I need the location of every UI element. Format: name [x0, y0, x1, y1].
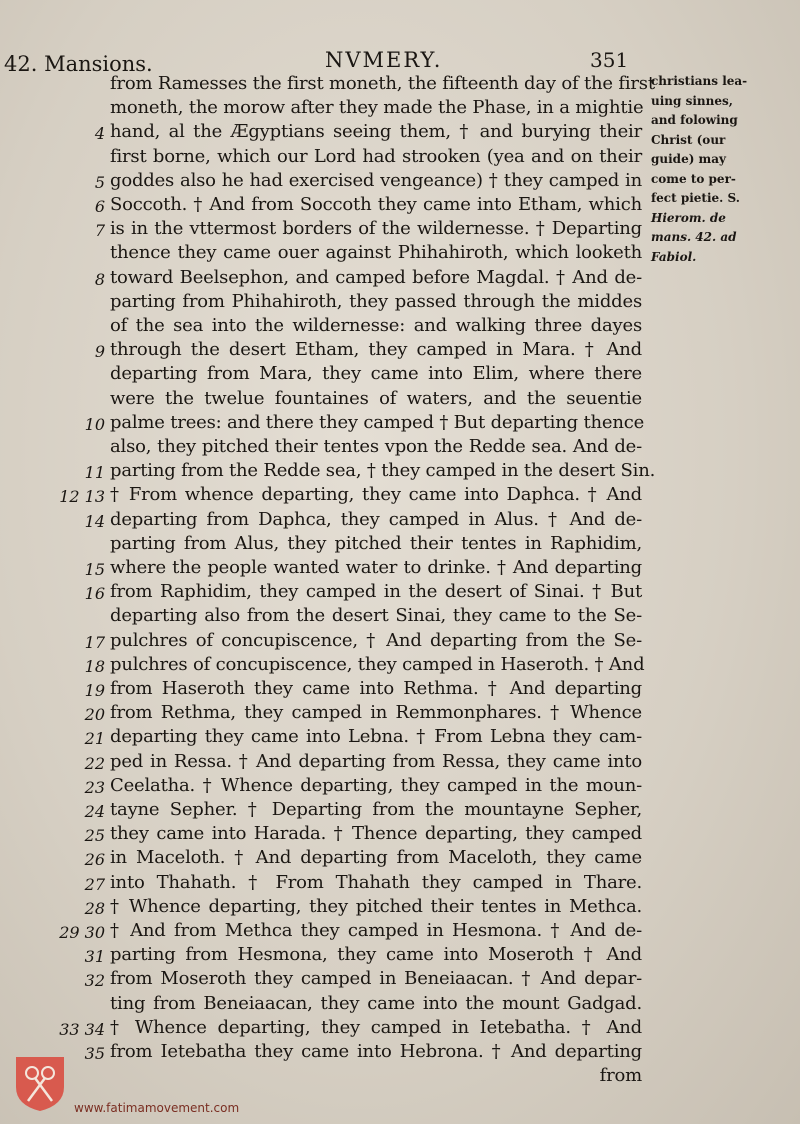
marginal-note-line: christians lea- — [651, 74, 748, 88]
verse-number: 5 — [94, 172, 105, 192]
verse-number: 10 — [84, 414, 105, 434]
text-line — [0, 556, 800, 580]
text-line — [0, 532, 800, 556]
verse-number: 33 34 — [59, 1019, 105, 1039]
text-line — [0, 750, 800, 774]
verse-number: 27 — [84, 874, 105, 894]
verse-number: 8 — [94, 269, 105, 289]
marginal-note-line: guide) may — [651, 152, 726, 166]
line-text: † Whence departing, they camped in Ietebatha. † And — [110, 1016, 642, 1038]
verse-number: 15 — [84, 560, 105, 579]
text-line — [0, 362, 800, 386]
verse-number: 24 — [84, 802, 105, 821]
verse-number: 14 — [84, 511, 105, 531]
line-text: departing from Mara, they came into Elim, where there — [110, 363, 642, 385]
marginal-note-line: fect pietie. S. — [651, 191, 740, 205]
line-text: departing also from the desert Sinai, they came to the Se- — [110, 605, 642, 627]
text-line — [0, 120, 800, 144]
text-line — [0, 387, 800, 411]
verse-number: 26 — [84, 850, 105, 870]
line-text: parting from Phihahiroth, they passed through the middes — [110, 290, 642, 312]
text-line — [0, 217, 800, 241]
verse-number: 32 — [84, 971, 105, 991]
marginal-note-line: uing sinnes, — [651, 93, 733, 108]
line-text: † Whence departing, they pitched their tentes in Methca. — [110, 895, 642, 917]
papal-keys-seal-icon — [12, 1053, 68, 1113]
text-line — [0, 992, 800, 1016]
line-text: toward Beelsephon, and camped before Magdal. † And de- — [110, 266, 642, 288]
text-line — [0, 1040, 800, 1064]
verse-number: 16 — [84, 584, 105, 604]
line-text: † And from Methca they camped in Hesmona. † And de- — [110, 920, 642, 941]
line-text: Soccoth. † And from Soccoth they came into Etham, which — [110, 194, 642, 215]
marginal-note-line: Hierom. de — [651, 210, 726, 225]
text-line — [0, 604, 800, 628]
verse-number: 18 — [84, 656, 105, 676]
line-text: thence they came ouer against Phihahiroth, which looketh — [110, 242, 642, 264]
line-text: parting from Alus, they pitched their tentes in Raphidim, — [110, 532, 642, 554]
verse-number: 28 — [84, 898, 105, 918]
line-text: where the people wanted water to drinke. † And departing — [110, 557, 642, 578]
line-text: moneth, the morow after they made the Phase, in a mightie — [110, 97, 644, 119]
text-line — [0, 459, 800, 483]
text-line — [0, 580, 800, 604]
text-line — [0, 677, 800, 701]
text-line — [0, 411, 800, 435]
text-line — [0, 725, 800, 749]
line-text: is in the vttermost borders of the wildernesse. † Departing — [110, 218, 642, 240]
page-number: 351 — [590, 48, 629, 72]
text-line — [0, 193, 800, 217]
text-line — [0, 314, 800, 338]
text-line — [0, 266, 800, 290]
text-line — [0, 943, 800, 967]
verse-number: 25 — [84, 826, 105, 846]
verse-number: 12 13 — [59, 487, 105, 507]
line-text: from Haseroth they came into Rethma. † And departing — [110, 678, 642, 699]
running-head-left: 42. Mansions. — [4, 52, 153, 76]
verse-number: 9 — [94, 342, 105, 362]
text-line — [0, 798, 800, 822]
line-text: also, they pitched their tentes vpon the Redde sea. And de- — [110, 436, 642, 457]
text-line — [0, 1016, 800, 1040]
line-text: palme trees: and there they camped † But departing thence — [110, 411, 645, 433]
line-text: parting from the Redde sea, † they camped in the desert Sin. — [110, 460, 656, 482]
line-text: from Moseroth they camped in Beneiaacan. † And depar- — [110, 968, 642, 990]
verse-number: 6 — [94, 197, 105, 216]
verse-number: 20 — [84, 705, 105, 725]
text-line — [0, 72, 800, 96]
line-text: † From whence departing, they came into Daphca. † And — [110, 484, 642, 506]
text-line — [0, 96, 800, 120]
text-line — [0, 145, 800, 169]
line-text: from Raphidim, they camped in the desert of Sinai. † But — [110, 581, 642, 603]
text-line — [0, 169, 800, 193]
verse-number: 23 — [84, 777, 105, 797]
marginal-note-line: and folowing — [651, 113, 738, 127]
line-text: pulchres of concupiscence, they camped in Haseroth. † And — [110, 653, 645, 675]
line-text: goddes also he had exercised vengeance) † they camped in — [110, 169, 642, 191]
text-line — [0, 871, 800, 895]
text-line — [0, 653, 800, 677]
line-text: pulchres of concupiscence, † And departing from the Se- — [110, 629, 642, 651]
text-line — [0, 508, 800, 532]
verse-number: 29 30 — [59, 923, 105, 942]
text-line — [0, 895, 800, 919]
verse-number: 21 — [84, 729, 105, 749]
text-line — [0, 1064, 800, 1088]
text-line — [0, 967, 800, 991]
verse-number: 19 — [84, 681, 105, 700]
text-line — [0, 846, 800, 870]
line-text: from Ietebatha they came into Hebrona. † And departing — [110, 1041, 642, 1062]
line-text: from Rethma, they camped in Remmonphares. † Whence — [110, 702, 642, 724]
line-text: parting from Hesmona, they came into Moseroth † And — [110, 944, 642, 966]
verse-number: 11 — [84, 463, 105, 483]
line-text: into Thahath. † From Thahath they camped in Thare. — [110, 871, 642, 893]
line-text: ting from Beneiaacan, they came into the mount Gadgad. — [110, 992, 642, 1014]
text-line — [0, 290, 800, 314]
text-line — [0, 822, 800, 846]
text-line — [0, 919, 800, 943]
line-text: in Maceloth. † And departing from Maceloth, they came — [110, 847, 642, 869]
verse-number: 35 — [84, 1044, 105, 1063]
verse-number: 17 — [84, 632, 105, 652]
marginal-note-line: Fabiol. — [651, 249, 697, 264]
running-head-title: NVMERY. — [325, 48, 443, 72]
line-text: through the desert Etham, they camped in Mara. † And — [110, 339, 642, 361]
verse-number: 4 — [94, 124, 105, 144]
line-text: Ceelatha. † Whence departing, they camped in the moun- — [110, 774, 642, 796]
text-line — [0, 435, 800, 459]
line-text: departing from Daphca, they camped in Alus. † And de- — [110, 508, 642, 530]
text-line — [0, 483, 800, 507]
watermark-url: www.fatimamovement.com — [74, 1101, 240, 1115]
line-text: tayne Sepher. † Departing from the mountayne Sepher, — [110, 799, 642, 820]
marginal-note-line: come to per- — [651, 171, 736, 186]
line-text: from — [599, 1065, 642, 1087]
line-text: departing they came into Lebna. † From Lebna they cam- — [110, 726, 642, 748]
line-text: they came into Harada. † Thence departing, they camped — [110, 823, 642, 845]
verse-number: 22 — [84, 753, 105, 773]
line-text: from Ramesses the first moneth, the fifteenth day of the first — [110, 73, 655, 94]
line-text: were the twelue fountaines of waters, and the seuentie — [110, 387, 642, 409]
text-line — [0, 338, 800, 362]
verse-number: 31 — [84, 947, 105, 967]
marginal-note-line: Christ (our — [651, 132, 726, 147]
text-line — [0, 774, 800, 798]
text-line — [0, 629, 800, 653]
verse-number: 7 — [94, 221, 105, 241]
line-text: ped in Ressa. † And departing from Ressa, they came into — [110, 750, 642, 772]
marginal-note-line: mans. 42. ad — [651, 230, 737, 244]
text-line — [0, 241, 800, 265]
line-text: first borne, which our Lord had strooken (yea and on their — [110, 145, 642, 167]
line-text: of the sea into the wildernesse: and walking three dayes — [110, 315, 642, 336]
text-line — [0, 701, 800, 725]
line-text: hand, al the Ægyptians seeing them, † and burying their — [110, 121, 642, 143]
